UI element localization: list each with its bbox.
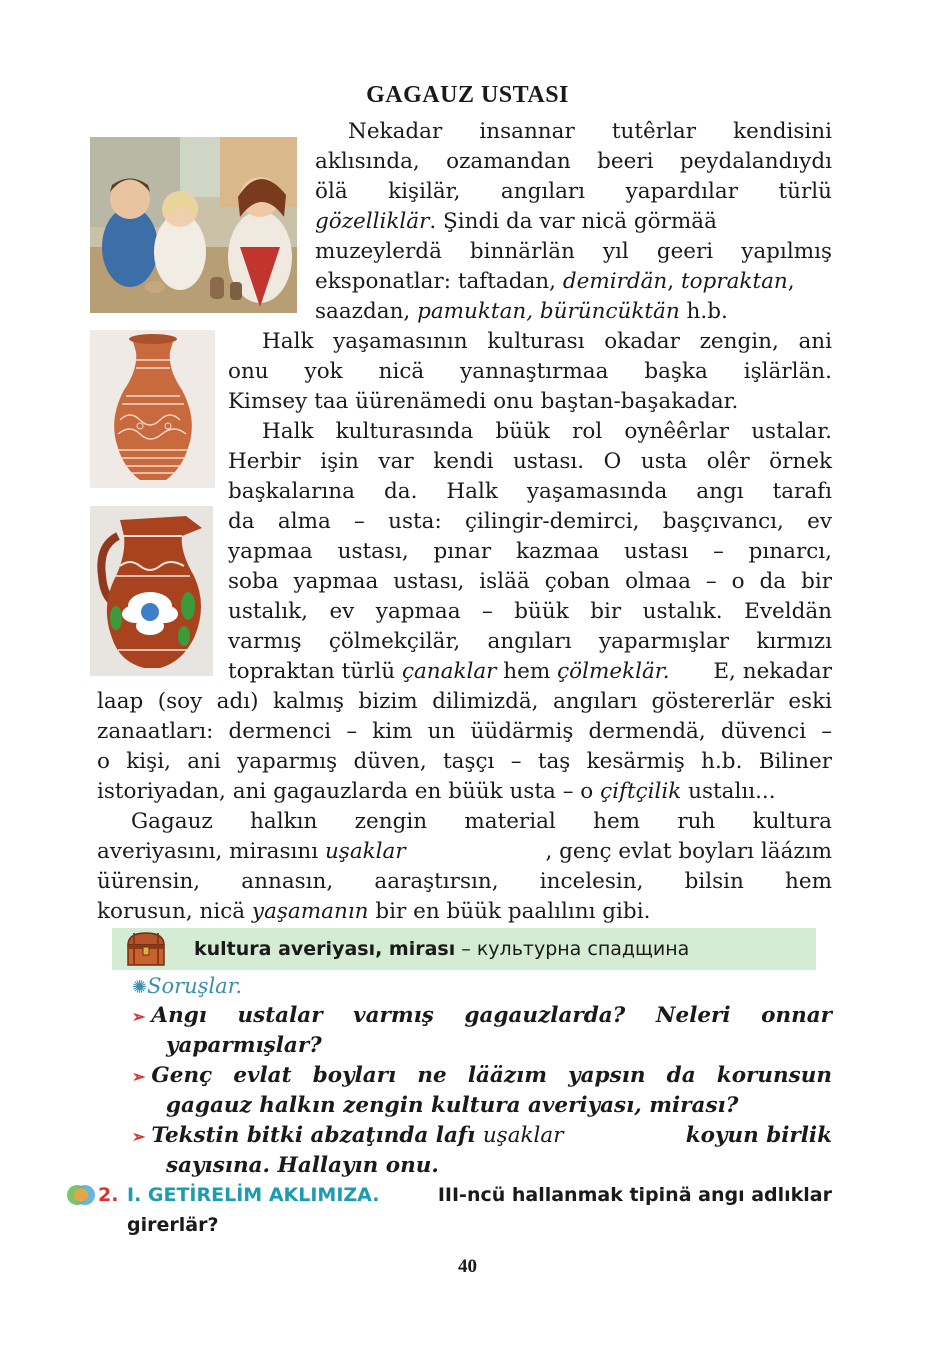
- task-number: 2.: [98, 1184, 119, 1206]
- text-line: Gagauz halkın zengin material hem ruh kultura: [131, 809, 832, 834]
- text-line: Nekadar insannar tutêrlar kendisini: [348, 119, 832, 144]
- italic-term: gözelliklär: [315, 209, 430, 234]
- text-line: başkalarına da. Halk yaşamasında angı tarafı: [228, 479, 832, 504]
- arrow-bullet-icon: ➢: [132, 1127, 146, 1146]
- question-term: uşaklar: [482, 1123, 564, 1148]
- italic-term: uşaklar: [324, 839, 406, 864]
- text-line: soba yapmaa ustası, islää çoban olmaa – o da bir: [228, 569, 832, 594]
- page-title: GAGAUZ USTASI: [366, 82, 569, 108]
- text-line: ustalık, ev yapmaa – büük bir ustalık. Eveldän: [228, 599, 832, 624]
- text-span: istoriyadan, ani gagauzlarda en büük usta – o: [97, 779, 601, 804]
- treasure-chest-icon: [124, 931, 168, 967]
- italic-term: pamuktan, bürüncüktän: [417, 299, 680, 324]
- text-span: . Şindi da var nicä görmää: [429, 209, 717, 234]
- text-line: Halk yaşamasının kulturası okadar zengin, ani: [262, 329, 832, 354]
- text-line: [315, 207, 832, 237]
- task-2: [98, 1180, 118, 1210]
- italic-term: çiftçilik: [600, 779, 682, 804]
- text-line: [97, 777, 776, 807]
- text-line: aklısında, ozamandan beeri peydalandıydı: [315, 149, 832, 174]
- italic-term: topraktan: [680, 269, 788, 294]
- text-line: üürensin, annasın, aaraştırsın, incelesin, bilsin hem: [97, 869, 832, 894]
- arrow-bullet-icon: ➢: [132, 1067, 146, 1086]
- task-text: III-ncü hallanmak tipinä angı adlıklar: [437, 1184, 832, 1206]
- text-span: h.b.: [679, 299, 728, 324]
- text-span: hem: [496, 659, 558, 684]
- text-span: bir en büük paalılını gibi.: [368, 899, 651, 924]
- vocabulary-translation: – культурна спадщина: [455, 938, 690, 960]
- text-line: yapmaa ustası, pınar kazmaa ustası – pınarcı,: [228, 539, 832, 564]
- text-span: ustalıı...: [681, 779, 776, 804]
- arrow-bullet-icon: ➢: [132, 1007, 146, 1026]
- text-line: [228, 657, 832, 687]
- text-line: da alma – usta: çilingir-demirci, başçıvancı, ev: [228, 509, 832, 534]
- text-line: [97, 897, 650, 927]
- text-span: ,: [667, 269, 681, 294]
- text-line: Halk kulturasında büük rol oynêêrlar ustalar.: [262, 419, 832, 444]
- questions-heading-text: Soruşlar.: [147, 974, 243, 998]
- text-span: ,: [787, 269, 795, 294]
- text-line: laap (soy adı) kalmış bizim dilimizdä, angıları göstererlär eski: [97, 689, 832, 714]
- question-item-continued: gagauz halkın zengin kultura averiyası, mirası?: [166, 1093, 739, 1118]
- photo-children-pottery: [90, 137, 297, 313]
- sparkle-icon: ✺: [132, 977, 148, 998]
- question-item-continued: yaparmışlar?: [166, 1033, 322, 1058]
- text-line: Herbir işin var kendi ustası. O usta olêr örnek: [228, 449, 832, 474]
- photo-clay-jug: [90, 506, 213, 676]
- italic-term: demirdän: [562, 269, 668, 294]
- text-span: topraktan türlü: [228, 659, 402, 684]
- text-line: muzeylerdä binnärlän yıl geeri yapılmış: [315, 239, 832, 264]
- text-line: Kimsey taa üürenämedi onu baştan-başakadar.: [228, 389, 739, 414]
- text-span: E, nekadar: [713, 659, 832, 684]
- text-span: saazdan,: [315, 299, 418, 324]
- vocabulary-entry: [194, 928, 689, 970]
- questions-heading: [132, 970, 242, 1002]
- question-item: [132, 1121, 832, 1151]
- text-span: averiyasını, mirasını: [97, 839, 325, 864]
- text-line: [97, 837, 832, 867]
- italic-term: yaşamanın: [251, 899, 369, 924]
- question-item-continued: sayısına. Hallayın onu.: [166, 1153, 439, 1178]
- text-line: zanaatları: dermenci – kim un üüdärmiş dermendä, düvenci –: [97, 719, 832, 744]
- question-text: Angı ustalar varmış gagauzlarda? Neleri onnar: [151, 1003, 832, 1028]
- question-text: Genç evlat boyları ne lääzım yapsın da korunsun: [151, 1063, 832, 1088]
- task-text-continued: girerlär?: [127, 1214, 219, 1236]
- text-line: [315, 297, 728, 327]
- italic-term: çanaklar: [401, 659, 497, 684]
- text-line: onu yok nicä yannaştırmaa başka işlärlän.: [228, 359, 832, 384]
- question-item: [132, 1061, 832, 1091]
- text-line: varmış çölmekçilär, angıları yaparmışlar kırmızı: [228, 629, 832, 654]
- task-2-line: [127, 1210, 218, 1240]
- question-text: koyun birlik: [685, 1123, 832, 1148]
- question-item: [132, 1001, 832, 1031]
- question-text: Tekstin bitki abzaţında lafı: [151, 1123, 483, 1148]
- italic-term: çölmeklär.: [557, 659, 670, 684]
- text-span: korusun, nicä: [97, 899, 252, 924]
- page-number: 40: [458, 1256, 477, 1277]
- text-line: ölä kişilär, angıları yapardılar türlü: [315, 179, 832, 204]
- text-line: o kişi, ani yaparmış düven, taşçı – taş kesärmiş h.b. Biliner: [97, 749, 832, 774]
- vocabulary-box: [112, 928, 816, 970]
- text-span: , genç evlat boyları läázım: [545, 839, 832, 864]
- text-span: eksponatlar: taftadan,: [315, 269, 563, 294]
- vocabulary-term: kultura averiyası, mirası: [194, 938, 456, 960]
- circle-badge-icon: [66, 1184, 96, 1206]
- task-2-line: [127, 1180, 832, 1210]
- text-line: [315, 267, 832, 297]
- task-heading: I. GETİRELİM AKLIMIZA.: [127, 1184, 380, 1206]
- photo-clay-vase: [90, 330, 215, 488]
